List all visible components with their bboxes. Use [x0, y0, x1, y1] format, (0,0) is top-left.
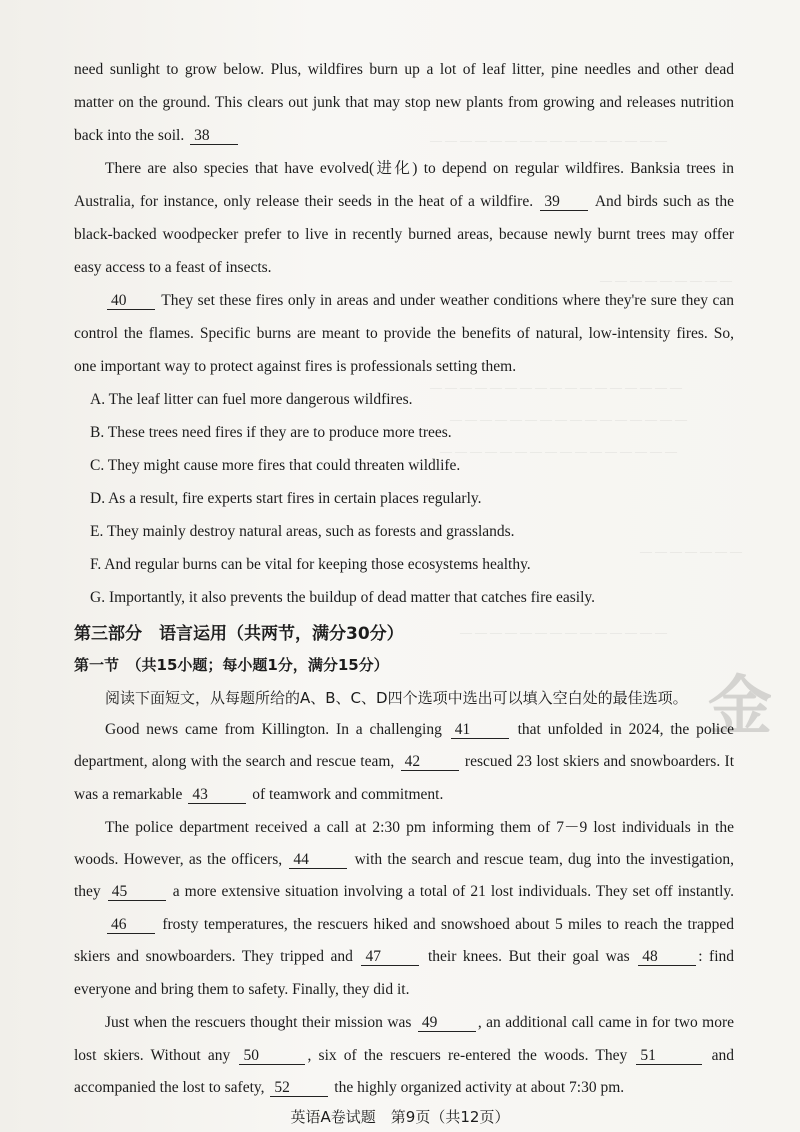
- answer-blank-44[interactable]: 44: [289, 851, 347, 869]
- answer-blank-51[interactable]: 51: [636, 1047, 702, 1065]
- stamp-mark: 金: [708, 670, 772, 744]
- option-G[interactable]: G. Importantly, it also prevents the buildup of dead matter that catches fire easily.: [90, 589, 596, 606]
- passage-line: Australia, for instance, only release their seeds in the heat of a wildfire. 39 And birds such as the: [74, 193, 734, 210]
- cloze-line: woods. However, as the officers, 44 with the search and rescue team, dug into the investigation,: [74, 851, 734, 868]
- bleed-through-text: — — — — — — — — —: [600, 273, 732, 287]
- answer-blank-47[interactable]: 47: [361, 948, 419, 966]
- bleed-through-text: — — — — — — — — — — — — — — — —: [430, 133, 667, 147]
- bleed-through-text: — — — — — — — — — — — — — — — — —: [430, 380, 682, 394]
- option-E[interactable]: E. They mainly destroy natural areas, such as forests and grasslands.: [90, 523, 515, 540]
- passage-line: There are also species that have evolved(进化) to depend on regular wildfires. Banksia trees in: [105, 160, 734, 177]
- option-D[interactable]: D. As a result, fire experts start fires in certain places regularly.: [90, 490, 482, 507]
- bleed-through-text: — — — — — — —: [640, 544, 742, 558]
- bleed-through-text: — — — — — — — — — — — — — — — —: [440, 444, 677, 458]
- page-footer: 英语A卷试题 第9页（共12页）: [290, 1108, 510, 1126]
- answer-blank-52[interactable]: 52: [270, 1079, 328, 1097]
- passage-line: one important way to protect against fires is professionals setting them.: [74, 358, 517, 375]
- answer-blank-46[interactable]: 46: [107, 916, 155, 934]
- passage-line: need sunlight to grow below. Plus, wildfires burn up a lot of leaf litter, pine needles and other dead: [74, 61, 734, 78]
- answer-blank-38[interactable]: 38: [190, 127, 238, 145]
- cloze-line: The police department received a call at 2:30 pm informing them of 7－9 lost individuals in the: [105, 819, 734, 836]
- passage-line: back into the soil. 38: [74, 126, 734, 146]
- cloze-line: Good news came from Killington. In a challenging 41 that unfolded in 2024, the police: [105, 721, 734, 738]
- answer-blank-45[interactable]: 45: [108, 883, 166, 901]
- answer-blank-40[interactable]: 40: [107, 292, 155, 310]
- option-A[interactable]: A. The leaf litter can fuel more dangerous wildfires.: [90, 391, 413, 408]
- passage-line: easy access to a feast of insects.: [74, 259, 272, 276]
- answer-blank-49[interactable]: 49: [418, 1014, 476, 1032]
- passage-line: 40 They set these fires only in areas and under weather conditions where they're sure they can: [105, 291, 734, 311]
- cloze-line: skiers and snowboarders. They tripped and 47 their knees. But their goal was 48 : find: [74, 948, 735, 965]
- option-B[interactable]: B. These trees need fires if they are to produce more trees.: [90, 424, 452, 441]
- cloze-line: accompanied the lost to safety, 52 the highly organized activity at about 7:30 pm.: [74, 1079, 625, 1096]
- passage-line: control the flames. Specific burns are meant to provide the benefits of natural, low-intensity fires. So,: [74, 325, 734, 342]
- cloze-line: they 45 a more extensive situation involving a total of 21 lost individuals. They set off instantly.: [74, 883, 734, 900]
- cloze-line: everyone and bring them to safety. Finally, they did it.: [74, 981, 410, 998]
- answer-blank-41[interactable]: 41: [451, 721, 509, 739]
- option-C[interactable]: C. They might cause more fires that could threaten wildlife.: [90, 457, 461, 474]
- cloze-line: Just when the rescuers thought their mission was 49 , an additional call came in for two more: [105, 1014, 734, 1031]
- passage-line: matter on the ground. This clears out junk that may stop new plants from growing and releases nutrition: [74, 94, 734, 111]
- answer-blank-48[interactable]: 48: [638, 948, 696, 966]
- bleed-through-text: — — — — — — — — — — — — — —: [460, 625, 667, 639]
- cloze-line: department, along with the search and rescue team, 42 rescued 23 lost skiers and snowboarders. It: [74, 753, 734, 770]
- answer-blank-42[interactable]: 42: [401, 753, 459, 771]
- instructions: 阅读下面短文，从每题所给的A、B、C、D四个选项中选出可以填入空白处的最佳选项。: [105, 689, 688, 707]
- section-one-heading: 第一节 （共15小题；每小题1分，满分15分）: [74, 656, 389, 674]
- answer-blank-50[interactable]: 50: [239, 1047, 305, 1065]
- cloze-line: 46 frosty temperatures, the rescuers hiked and snowshoed about 5 miles to reach the trapped: [105, 915, 734, 935]
- answer-blank-39[interactable]: 39: [540, 193, 588, 211]
- answer-blank-43[interactable]: 43: [188, 786, 246, 804]
- cloze-line: was a remarkable 43 of teamwork and commitment.: [74, 786, 444, 803]
- passage-line: black-backed woodpecker prefer to live in recently burned areas, because newly burnt trees may offer: [74, 226, 734, 243]
- option-F[interactable]: F. And regular burns can be vital for keeping those ecosystems healthy.: [90, 556, 531, 573]
- cloze-line: lost skiers. Without any 50 , six of the rescuers re-entered the woods. They 51 and: [74, 1047, 734, 1064]
- part-three-heading: 第三部分 语言运用（共两节，满分30分）: [74, 624, 404, 644]
- bleed-through-text: — — — — — — — — — — — — — — — —: [450, 412, 687, 426]
